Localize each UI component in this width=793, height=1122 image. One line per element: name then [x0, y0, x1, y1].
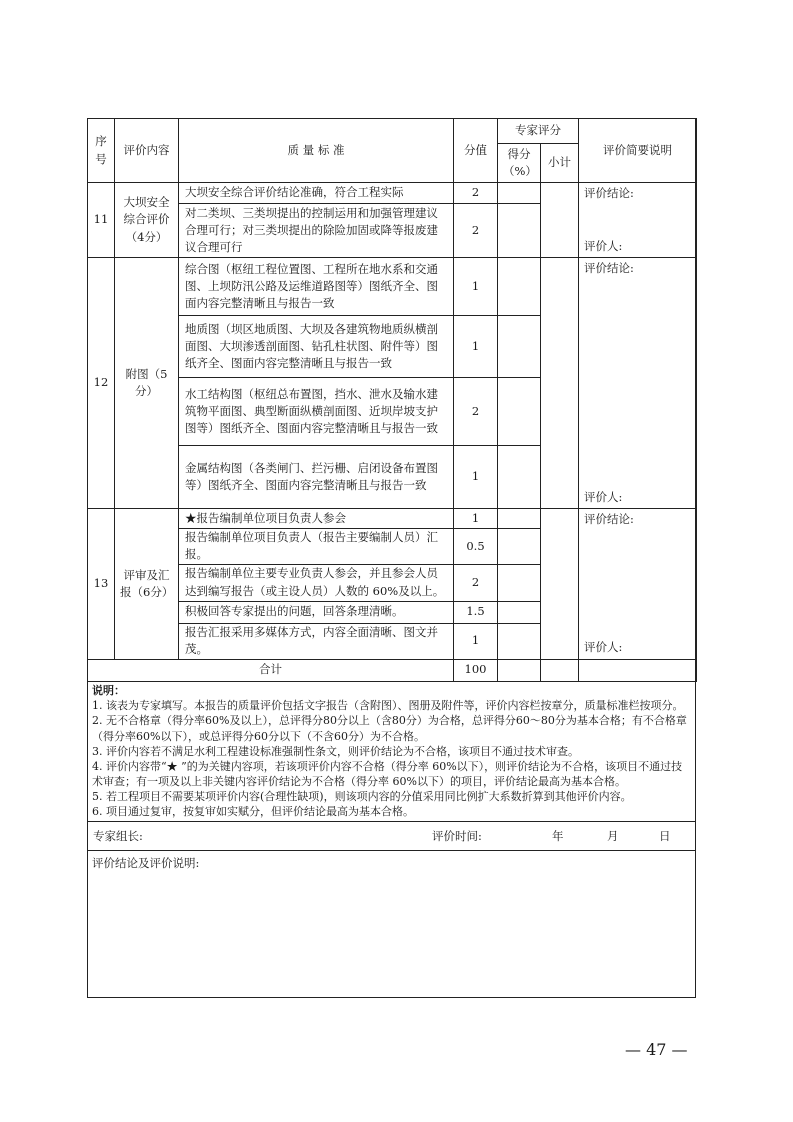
score-input[interactable]	[498, 378, 541, 446]
criterion-score: 1	[454, 258, 498, 316]
score-input[interactable]	[498, 564, 541, 601]
conclusion-label: 评价结论:	[584, 186, 634, 200]
total-desc-input[interactable]	[579, 659, 697, 681]
month-label: 月	[607, 829, 619, 843]
evaluator-label: 评价人:	[584, 489, 623, 504]
evaluation-desc[interactable]	[579, 258, 697, 509]
subtotal-input[interactable]	[541, 183, 579, 258]
criterion: 积极回答专家提出的问题，回答条理清晰。	[179, 601, 454, 623]
subtotal-input[interactable]	[541, 258, 579, 509]
criterion-score: 1	[454, 509, 498, 529]
criterion: 对二类坝、三类坝提出的控制运用和加强管理建议合理可行；对三类坝提出的除险加固或降等报废建议合理可行	[179, 204, 454, 258]
section-no: 12	[88, 258, 115, 509]
score-input[interactable]	[498, 601, 541, 623]
score-input[interactable]	[498, 258, 541, 316]
notes-section	[92, 683, 692, 820]
section-item: 附图（5分）	[115, 258, 179, 509]
score-input[interactable]	[498, 509, 541, 529]
criterion: 报告编制单位项目负责人（报告主要编制人员）汇报。	[179, 529, 454, 565]
criterion: 大坝安全综合评价结论准确，符合工程实际	[179, 183, 454, 204]
sign-row	[87, 823, 696, 849]
section-no: 13	[88, 509, 115, 660]
comment-label: 评价结论及评价说明:	[92, 856, 200, 870]
conclusion-label: 评价结论:	[584, 512, 634, 526]
note-item: 3. 评价内容若不满足水利工程建设标准强制性条文，则评价结论为不合格，该项目不通过技术审查。	[92, 744, 579, 758]
criterion: 报告汇报采用多媒体方式，内容全面清晰、图文并茂。	[179, 623, 454, 659]
criterion-score: 1.5	[454, 601, 498, 623]
time-label: 评价时间:	[432, 829, 482, 843]
total-got-input[interactable]	[498, 659, 541, 681]
criterion-score: 1	[454, 623, 498, 659]
section-item: 评审及汇报（6分）	[115, 509, 179, 660]
total-label: 合计	[88, 659, 454, 681]
criterion: 报告编制单位主要专业负责人参会，并且参会人员达到编写报告（或主设人员）人数的 60%及以上。	[179, 564, 454, 601]
year-label: 年	[552, 829, 564, 843]
criterion-score: 2	[454, 183, 498, 204]
note-item: 5. 若工程项目不需要某项评价内容(合理性缺项)，则该项内容的分值采用同比例扩大系数折算到其他评价内容。	[92, 790, 632, 804]
header-got: 得分（%）	[498, 144, 541, 183]
header-score: 分值	[454, 119, 498, 183]
total-subtotal-input[interactable]	[541, 659, 579, 681]
note-item: 4. 评价内容带“★ ”的为关键内容项，若该项评价内容不合格（得分率 60%以下），则评价结论为不合格，该项目不通过技术审查；有一项及以上非关键内容评价结论为不合格（得分率 60%以下）的项目，评价结论最高为基本合格。	[92, 759, 683, 789]
divider	[87, 850, 696, 851]
evaluator-label: 评价人:	[584, 640, 623, 655]
header-no: 序号	[88, 119, 115, 183]
subtotal-input[interactable]	[541, 509, 579, 660]
criterion: 综合图（枢纽工程位置图、工程所在地水系和交通图、上坝防汛公路及运维道路图等）图纸齐全、图面内容完整清晰且与报告一致	[179, 258, 454, 316]
score-input[interactable]	[498, 204, 541, 258]
score-input[interactable]	[498, 446, 541, 509]
score-input[interactable]	[498, 316, 541, 378]
evaluation-desc[interactable]	[579, 509, 697, 660]
section-no: 11	[88, 183, 115, 258]
criterion-score: 2	[454, 204, 498, 258]
note-item: 6. 项目通过复审，按复审如实赋分，但评价结论最高为基本合格。	[92, 805, 414, 819]
divider	[87, 821, 696, 822]
criterion-score: 0.5	[454, 529, 498, 565]
criterion-score: 2	[454, 378, 498, 446]
header-expert: 专家评分	[498, 119, 579, 144]
note-item: 2. 无不合格章（得分率60%及以上），总评得分80分以上（含80分）为合格，总评得分60～80分为基本合格；有不合格章（得分率60%以下），或总评得分60分以下（不含60分）为不合格。	[92, 714, 687, 743]
conclusion-label: 评价结论:	[584, 261, 634, 275]
evaluation-table	[87, 118, 697, 682]
section-item: 大坝安全综合评价（4分）	[115, 183, 179, 258]
criterion-score: 1	[454, 446, 498, 509]
notes-title: 说明：	[92, 684, 125, 697]
evaluation-desc[interactable]	[579, 183, 697, 258]
criterion: 地质图（坝区地质图、大坝及各建筑物地质纵横剖面图、大坝渗透剖面图、钻孔柱状图、附件等）图纸齐全、图面内容完整清晰且与报告一致	[179, 316, 454, 378]
criterion-score: 1	[454, 316, 498, 378]
page-number: — 47 —	[625, 1040, 688, 1059]
score-input[interactable]	[498, 183, 541, 204]
criterion-score: 2	[454, 564, 498, 601]
leader-label: 专家组长:	[93, 829, 143, 843]
score-input[interactable]	[498, 623, 541, 659]
score-input[interactable]	[498, 529, 541, 565]
header-standard: 质 量 标 准	[179, 119, 454, 183]
day-label: 日	[659, 829, 671, 843]
criterion-key: ★报告编制单位项目负责人参会	[179, 509, 454, 529]
criterion: 水工结构图（枢纽总布置图，挡水、泄水及输水建筑物平面图、典型断面纵横剖面图、近坝岸坡支护图等）图纸齐全、图面内容完整清晰且与报告一致	[179, 378, 454, 446]
note-item: 1. 该表为专家填写。本报告的质量评价包括文字报告（含附图）、图册及附件等，评价内容栏按章分，质量标准栏按项分。	[92, 699, 684, 713]
total-score: 100	[454, 659, 498, 681]
header-item: 评价内容	[115, 119, 179, 183]
criterion: 金属结构图（各类闸门、拦污栅、启闭设备布置图等）图纸齐全、图面内容完整清晰且与报告一致	[179, 446, 454, 509]
header-desc: 评价简要说明	[579, 119, 697, 183]
evaluator-label: 评价人:	[584, 238, 623, 253]
header-subtotal: 小计	[541, 144, 579, 183]
